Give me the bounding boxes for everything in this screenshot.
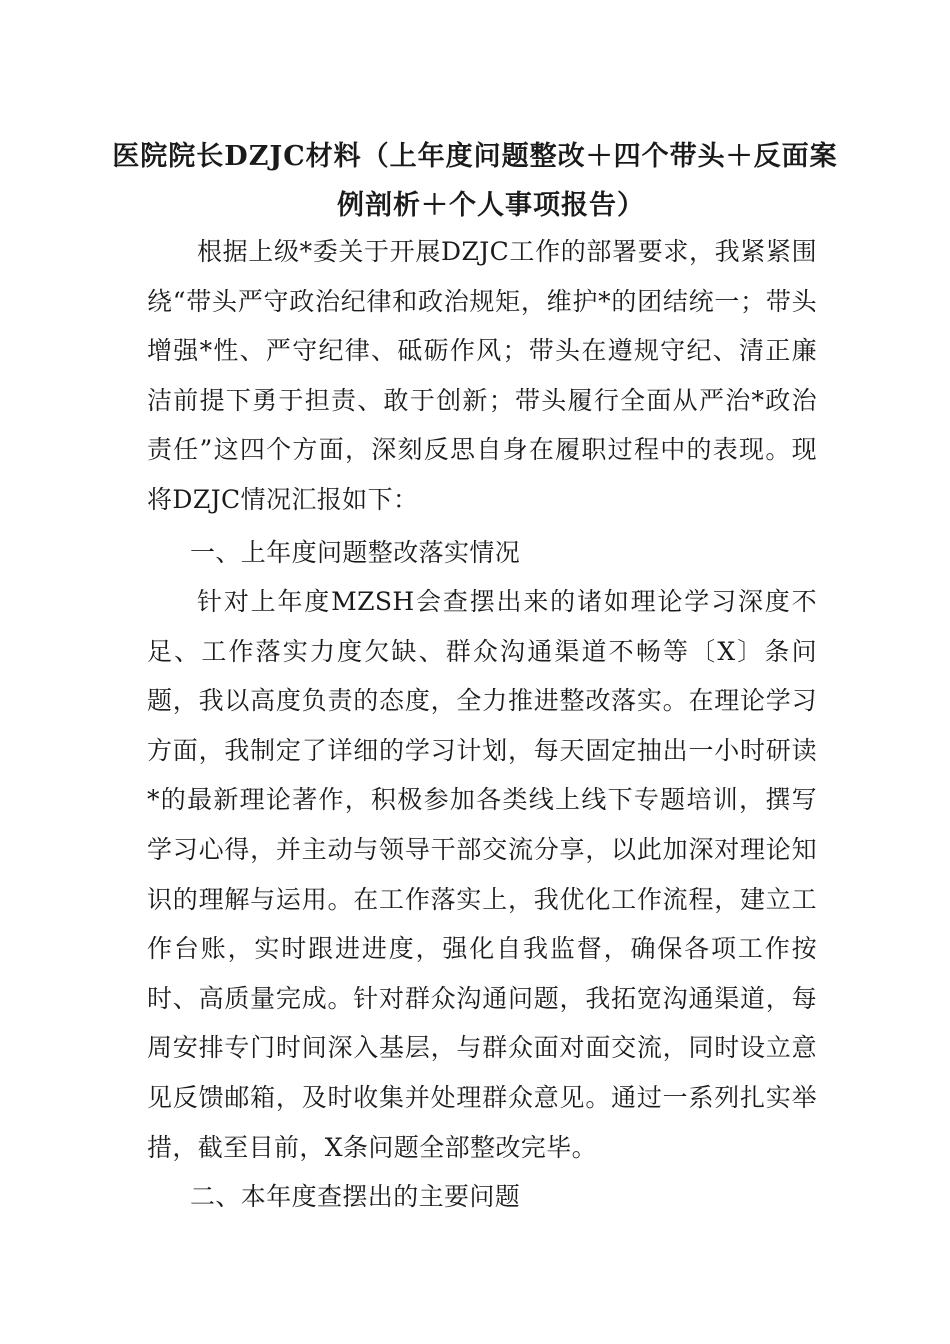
section-1-paragraph: 针对上年度MZSH会查摆出来的诸如理论学习深度不足、工作落实力度欠缺、群众沟通渠道不畅等〔X〕条问题，我以高度负责的态度，全力推进整改落实。在理论学习方面，我制定了详细的学习计划，每天固定抽出一小时研读*的最新理论著作，积极参加各类线上线下专题培训，撰写学习心得，并主动与领导干部交流分享，以此加深对理论知识的理解与运用。在工作落实上，我优化工作流程，建立工作台账，实时跟进进度，强化自我监督，确保各项工作按时、高质量完成。针对群众沟通问题，我拓宽沟通渠道，每周安排专门时间深入基层，与群众面对面交流，同时设立意见反馈邮箱，及时收集并处理群众意见。通过一系列扎实举措，截至目前，X条问题全部整改完毕。	[147, 587, 817, 1162]
document-title-line-2: 例剖析＋个人事项报告）	[337, 190, 645, 221]
section-1-heading: 一、上年度问题整改落实情况	[190, 538, 521, 567]
section-2-heading: 二、本年度查摆出的主要问题	[190, 1182, 521, 1211]
intro-paragraph: 根据上级*委关于开展DZJC工作的部署要求，我紧紧围绕“带头严守政治纪律和政治规矩，维护*的团结统一；带头增强*性、严守纪律、砥砺作风；带头在遵规守纪、清正廉洁前提下勇于担责、敢于创新；带头履行全面从严治*政治责任”这四个方面，深刻反思自身在履职过程中的表现。现将DZJC情况汇报如下：	[147, 237, 817, 514]
document-title-line-1: 医院院长DZJC材料（上年度问题整改＋四个带头＋反面案	[112, 141, 838, 172]
